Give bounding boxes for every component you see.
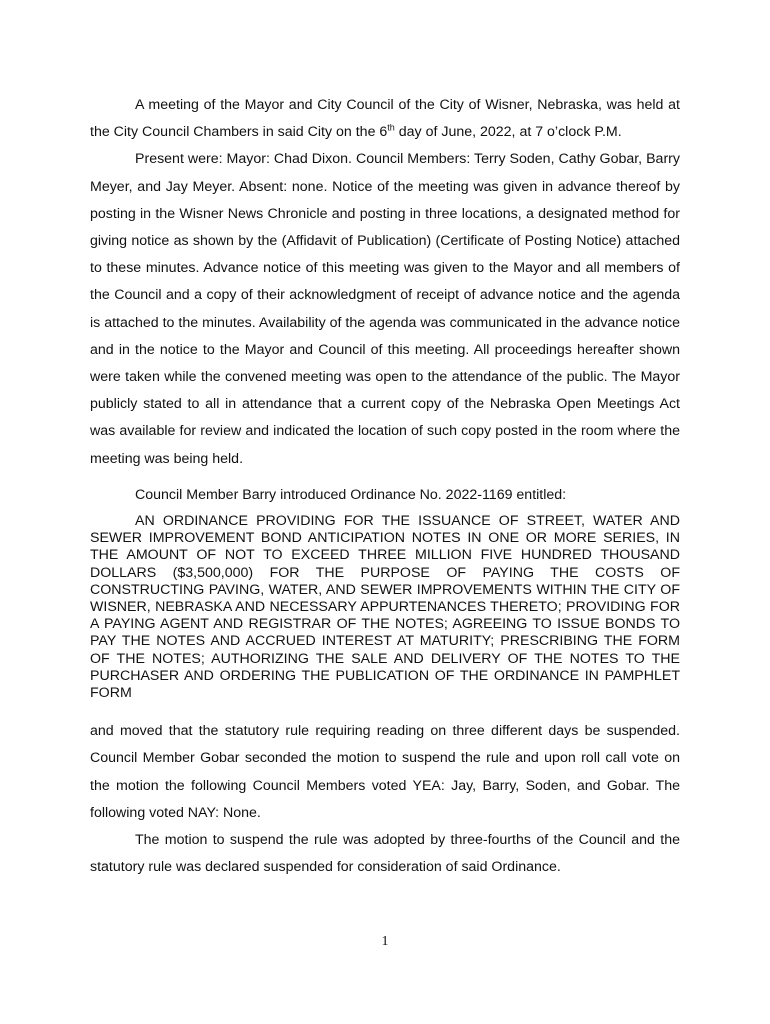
ordinance-title: AN ORDINANCE PROVIDING FOR THE ISSUANCE OF STREET, WATER AND SEWER IMPROVEMENT BOND ANTICIPATION NOTES IN ONE OR MORE SERIES, IN THE AMOUNT OF NOT TO EXCEED THREE MILLION FIVE HUNDRED THOUSAND DOLLARS ($3,500,000) FOR THE PURPOSE OF PAYING THE COSTS OF CONSTRUCTING PAVING, WATER, AND SEWER IMPROVEMENTS WITHIN THE CITY OF WISNER, NEBRASKA AND NECESSARY APPURTENANCES THERETO; PROVIDING FOR A PAYING AGENT AND REGISTRAR OF THE NOTES; AGREEING TO ISSUE BONDS TO PAY THE NOTES AND ACCRUED INTEREST AT MATURITY; PRESCRIBING THE FORM OF THE NOTES; AUTHORIZING THE SALE AND DELIVERY OF THE NOTES TO THE PURCHASER AND ORDERING THE PUBLICATION OF THE ORDINANCE IN PAMPHLET FORM [90, 513, 680, 702]
ordinal-suffix: th [387, 122, 395, 133]
page-number: 1 [381, 934, 389, 949]
meeting-intro-paragraph [90, 92, 680, 146]
adoption-paragraph: The motion to suspend the rule was adopted by three-fourths of the Council and the statutory rule was declared suspended for consideration of said Ordinance. [90, 832, 680, 876]
meeting-intro-text: A meeting of the Mayor and City Council of the City of Wisner, Nebraska, was held at the City Council Chambers in said City on the 6 [90, 97, 680, 141]
motion-paragraph: and moved that the statutory rule requiring reading on three different days be suspended. Council Member Gobar seconded the motion to suspend the rule and upon roll call vote on the motion the following Council Members voted YEA: Jay, Barry, Soden, and Gobar. The following voted NAY: None. [90, 723, 680, 821]
document-page [90, 92, 680, 882]
attendance-paragraph: Present were: Mayor: Chad Dixon. Council Members: Terry Soden, Cathy Gobar, Barry Meyer, and Jay Meyer. Absent: none. Notice of the meeting was given in advance thereof by posting in the Wisner News Chronicle and posting in three locations, a designated method for giving notice as shown by the (Affidavit of Publication) (Certificate of Posting Notice) attached to these minutes. Advance notice of this meeting was given to the Mayor and all members of the Council and a copy of their acknowledgment of receipt of advance notice and the agenda is attached to the minutes. Availability of the agenda was communicated in the advance notice and in the notice to the Mayor and Council of this meeting. All proceedings hereafter shown were taken while the convened meeting was open to the attendance of the public. The Mayor publicly stated to all in attendance that a current copy of the Nebraska Open Meetings Act was available for review and indicated the location of such copy posted in the room where the meeting was being held. [90, 151, 680, 467]
meeting-intro-text-continued: day of June, 2022, at 7 o’clock P.M. [394, 124, 622, 141]
ordinance-introduction: Council Member Barry introduced Ordinance No. 2022-1169 entitled: [135, 486, 567, 503]
